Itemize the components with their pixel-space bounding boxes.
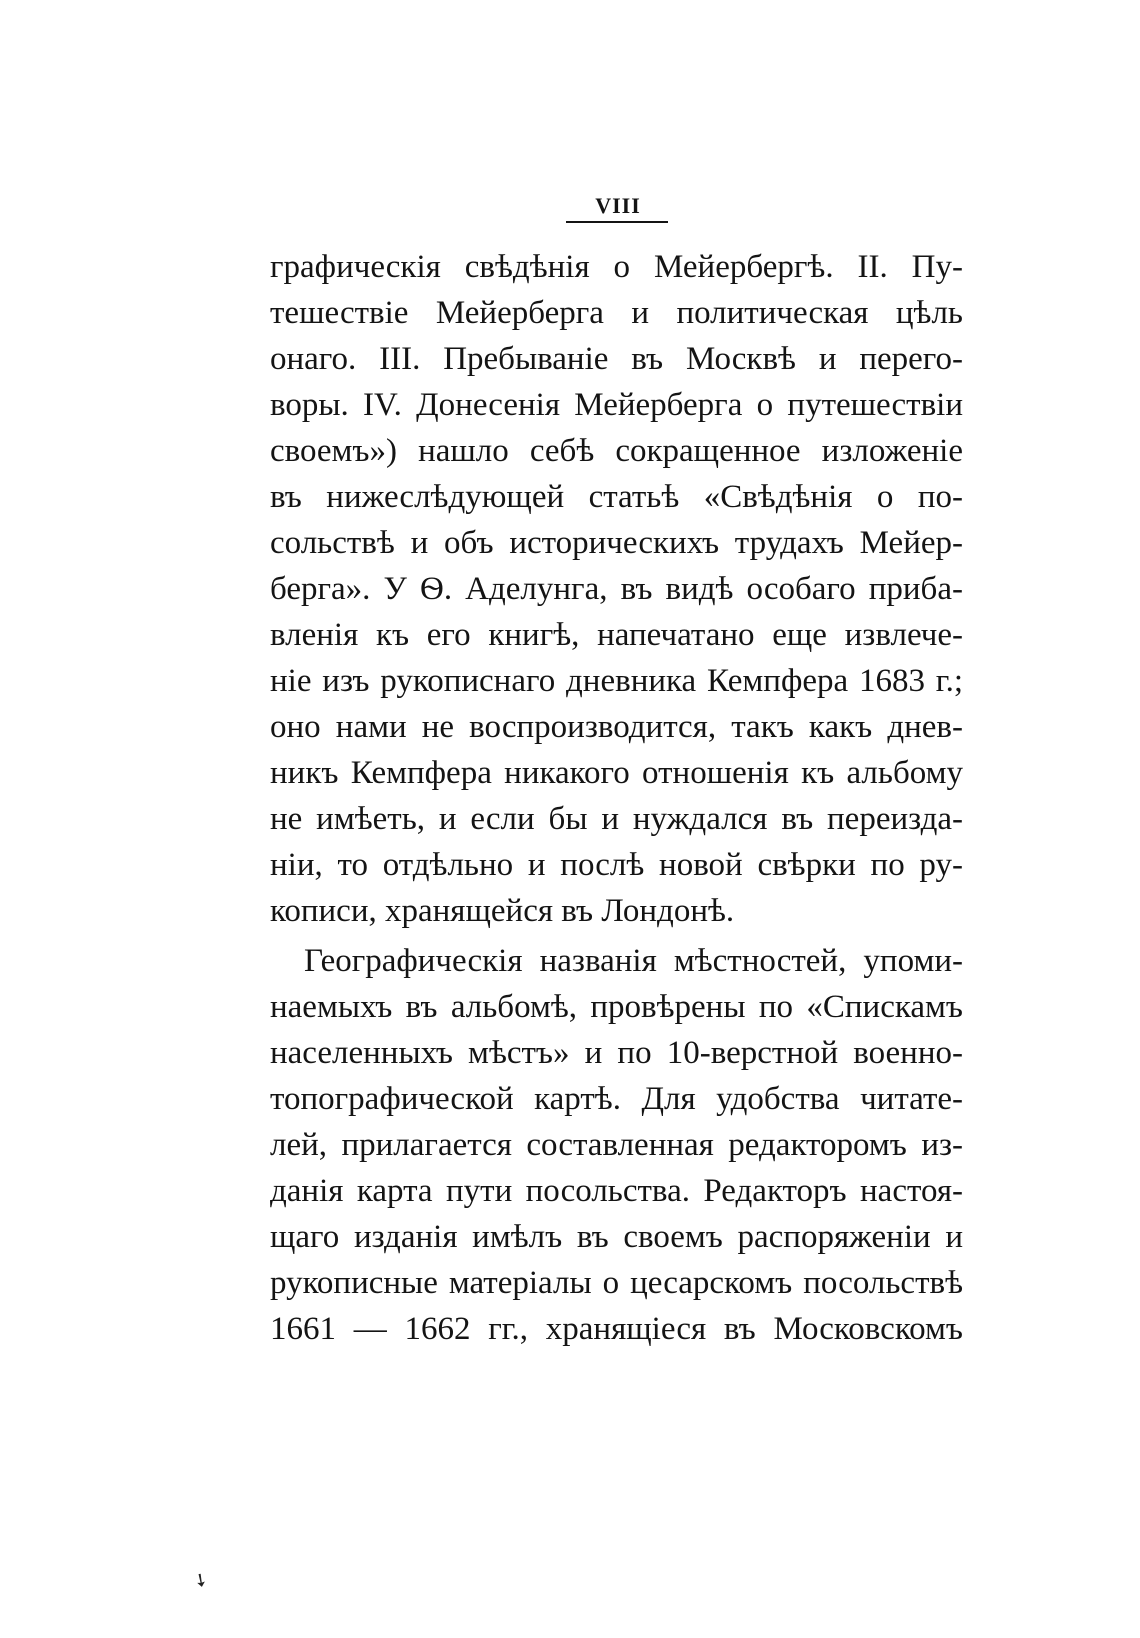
text-line: не имѣеть, и если бы и нуждался въ переизда-: [270, 801, 963, 837]
text-line: данія карта пути посольства. Редакторъ настоя-: [270, 1173, 963, 1209]
text-line: своемъ») нашло себѣ сокращенное изложеніе: [270, 433, 963, 469]
header-rule: [566, 221, 668, 223]
page-number: VIII: [595, 193, 641, 218]
text-line: рукописные матеріалы о цесарскомъ посольствѣ: [270, 1265, 963, 1301]
text-line: ніи, то отдѣльно и послѣ новой свѣрки по ру-: [270, 847, 963, 883]
text-line: никъ Кемпфера никакого отношенія къ альбому: [270, 755, 963, 791]
text-line: сольствѣ и объ историческихъ трудахъ Мейер-: [270, 525, 963, 561]
text-line: Географическія названія мѣстностей, упоми-: [304, 943, 963, 979]
text-line: кописи, хранящейся въ Лондонѣ.: [270, 893, 735, 929]
stray-ink-mark: ➘: [188, 1567, 213, 1593]
text-line: лей, прилагается составленная редакторомъ из-: [270, 1127, 963, 1163]
body-text: [270, 244, 963, 1352]
text-line: 1661 — 1662 гг., хранящіеся въ Московскомъ: [270, 1311, 963, 1347]
text-line: графическія свѣдѣнія о Мейербергѣ. II. Пу-: [270, 249, 963, 285]
text-line: воры. IV. Донесенія Мейерберга о путешествіи: [270, 387, 963, 423]
paragraph-2: [270, 938, 963, 1352]
paragraph-1: [270, 244, 963, 934]
text-line: наемыхъ въ альбомѣ, провѣрены по «Спискамъ: [270, 989, 963, 1025]
text-line: топографической картѣ. Для удобства читате-: [270, 1081, 963, 1117]
text-line: щаго изданія имѣлъ въ своемъ распоряженіи и: [270, 1219, 963, 1255]
text-line: тешествіе Мейерберга и политическая цѣль: [270, 295, 963, 331]
text-line: населенныхъ мѣстъ» и по 10-верстной военно-: [270, 1035, 963, 1071]
text-line: онаго. III. Пребываніе въ Москвѣ и перего-: [270, 341, 963, 377]
text-line: въ нижеслѣдующей статьѣ «Свѣдѣнія о по-: [270, 479, 963, 515]
text-line: вленія къ его книгѣ, напечатано еще извлече-: [270, 617, 963, 653]
text-line: оно нами не воспроизводится, такъ какъ днев-: [270, 709, 963, 745]
text-line: берга». У Ѳ. Аделунга, въ видѣ особаго прибa-: [270, 571, 963, 607]
text-line: ніе изъ рукописнаго дневника Кемпфера 1683 г.;: [270, 663, 963, 699]
